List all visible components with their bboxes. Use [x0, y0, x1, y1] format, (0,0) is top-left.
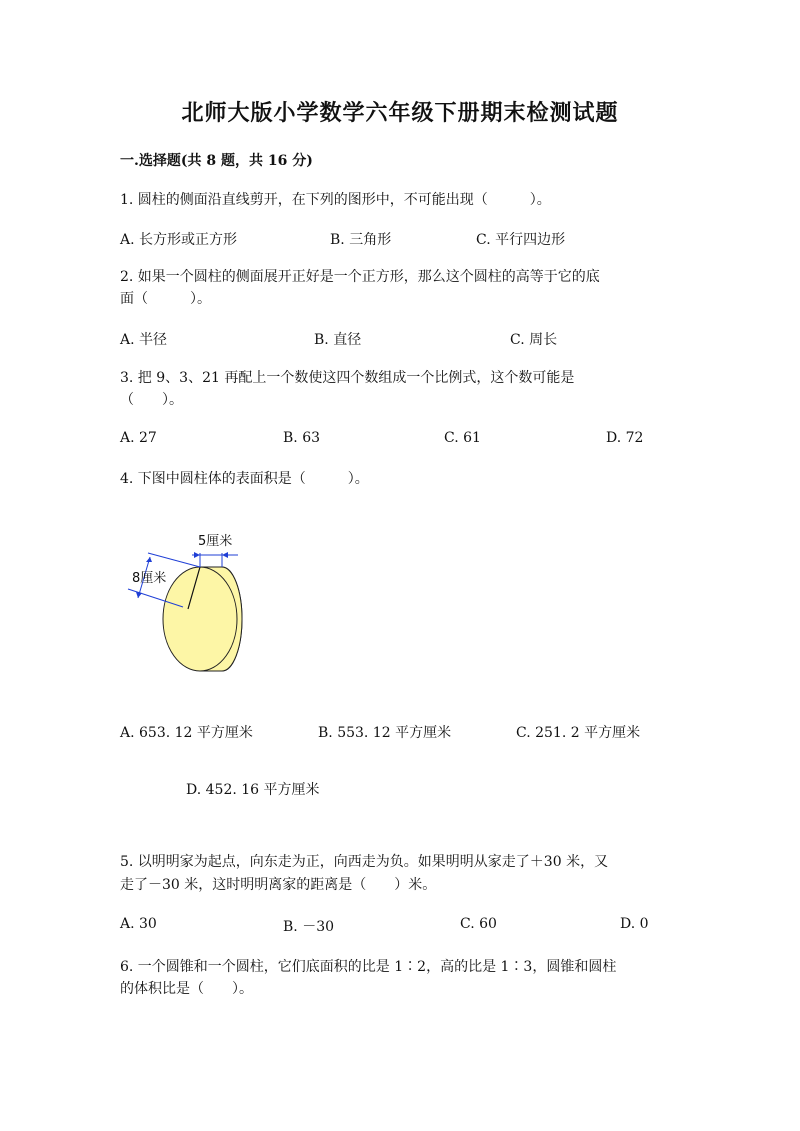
- question-6-text-line-2: 的体积比是（ ）。: [120, 981, 253, 997]
- question-2-option-a: A. 半径: [120, 332, 168, 348]
- question-5-option-a: A. 30: [120, 916, 157, 932]
- question-4-option-d: D. 452. 16 平方厘米: [186, 782, 320, 798]
- question-5-option-b: B. －30: [283, 919, 335, 935]
- question-3-text-line-1: 3. 把 9、3、21 再配上一个数使这四个数组成一个比例式，这个数可能是: [120, 370, 575, 386]
- question-3-text-line-2: （ ）。: [120, 392, 183, 408]
- question-4-option-a: A. 653. 12 平方厘米: [120, 725, 253, 741]
- question-5-option-d: D. 0: [620, 916, 649, 932]
- question-1-option-a: A. 长方形或正方形: [120, 232, 238, 248]
- question-2-text-line-1: 2. 如果一个圆柱的侧面展开正好是一个正方形，那么这个圆柱的高等于它的底: [120, 269, 600, 285]
- question-2-text-line-2: 面（ ）。: [120, 291, 211, 307]
- section-header: 一.选择题(共 8 题，共 16 分): [120, 153, 313, 169]
- question-6-text-line-1: 6. 一个圆锥和一个圆柱，它们底面积的比是 1∶2，高的比是 1∶3，圆锥和圆柱: [120, 959, 617, 975]
- question-3-option-b: B. 63: [283, 430, 321, 446]
- question-5-option-c: C. 60: [460, 916, 497, 932]
- question-4-option-c: C. 251. 2 平方厘米: [516, 725, 641, 741]
- question-4-option-b: B. 553. 12 平方厘米: [318, 725, 452, 741]
- question-3-option-a: A. 27: [120, 430, 157, 446]
- question-2-option-c: C. 周长: [510, 332, 558, 348]
- question-1-option-b: B. 三角形: [330, 232, 392, 248]
- question-5-text-line-1: 5. 以明明家为起点，向东走为正，向西走为负。如果明明从家走了＋30 米，又: [120, 854, 609, 870]
- question-1-option-c: C. 平行四边形: [476, 232, 566, 248]
- height-label: 5厘米: [198, 534, 233, 549]
- question-4-text: 4. 下图中圆柱体的表面积是（ ）。: [120, 471, 369, 487]
- question-3-option-d: D. 72: [606, 430, 644, 446]
- question-3-option-c: C. 61: [444, 430, 481, 446]
- cylinder-front-face: [163, 567, 237, 671]
- cylinder-figure: [118, 525, 258, 675]
- question-2-option-b: B. 直径: [314, 332, 362, 348]
- radius-label: 8厘米: [132, 571, 167, 586]
- question-1-text: 1. 圆柱的侧面沿直线剪开，在下列的图形中，不可能出现（ ）。: [120, 192, 551, 208]
- question-5-text-line-2: 走了－30 米，这时明明离家的距离是（ ）米。: [120, 877, 437, 893]
- page-title: 北师大版小学数学六年级下册期末检测试题: [181, 100, 619, 126]
